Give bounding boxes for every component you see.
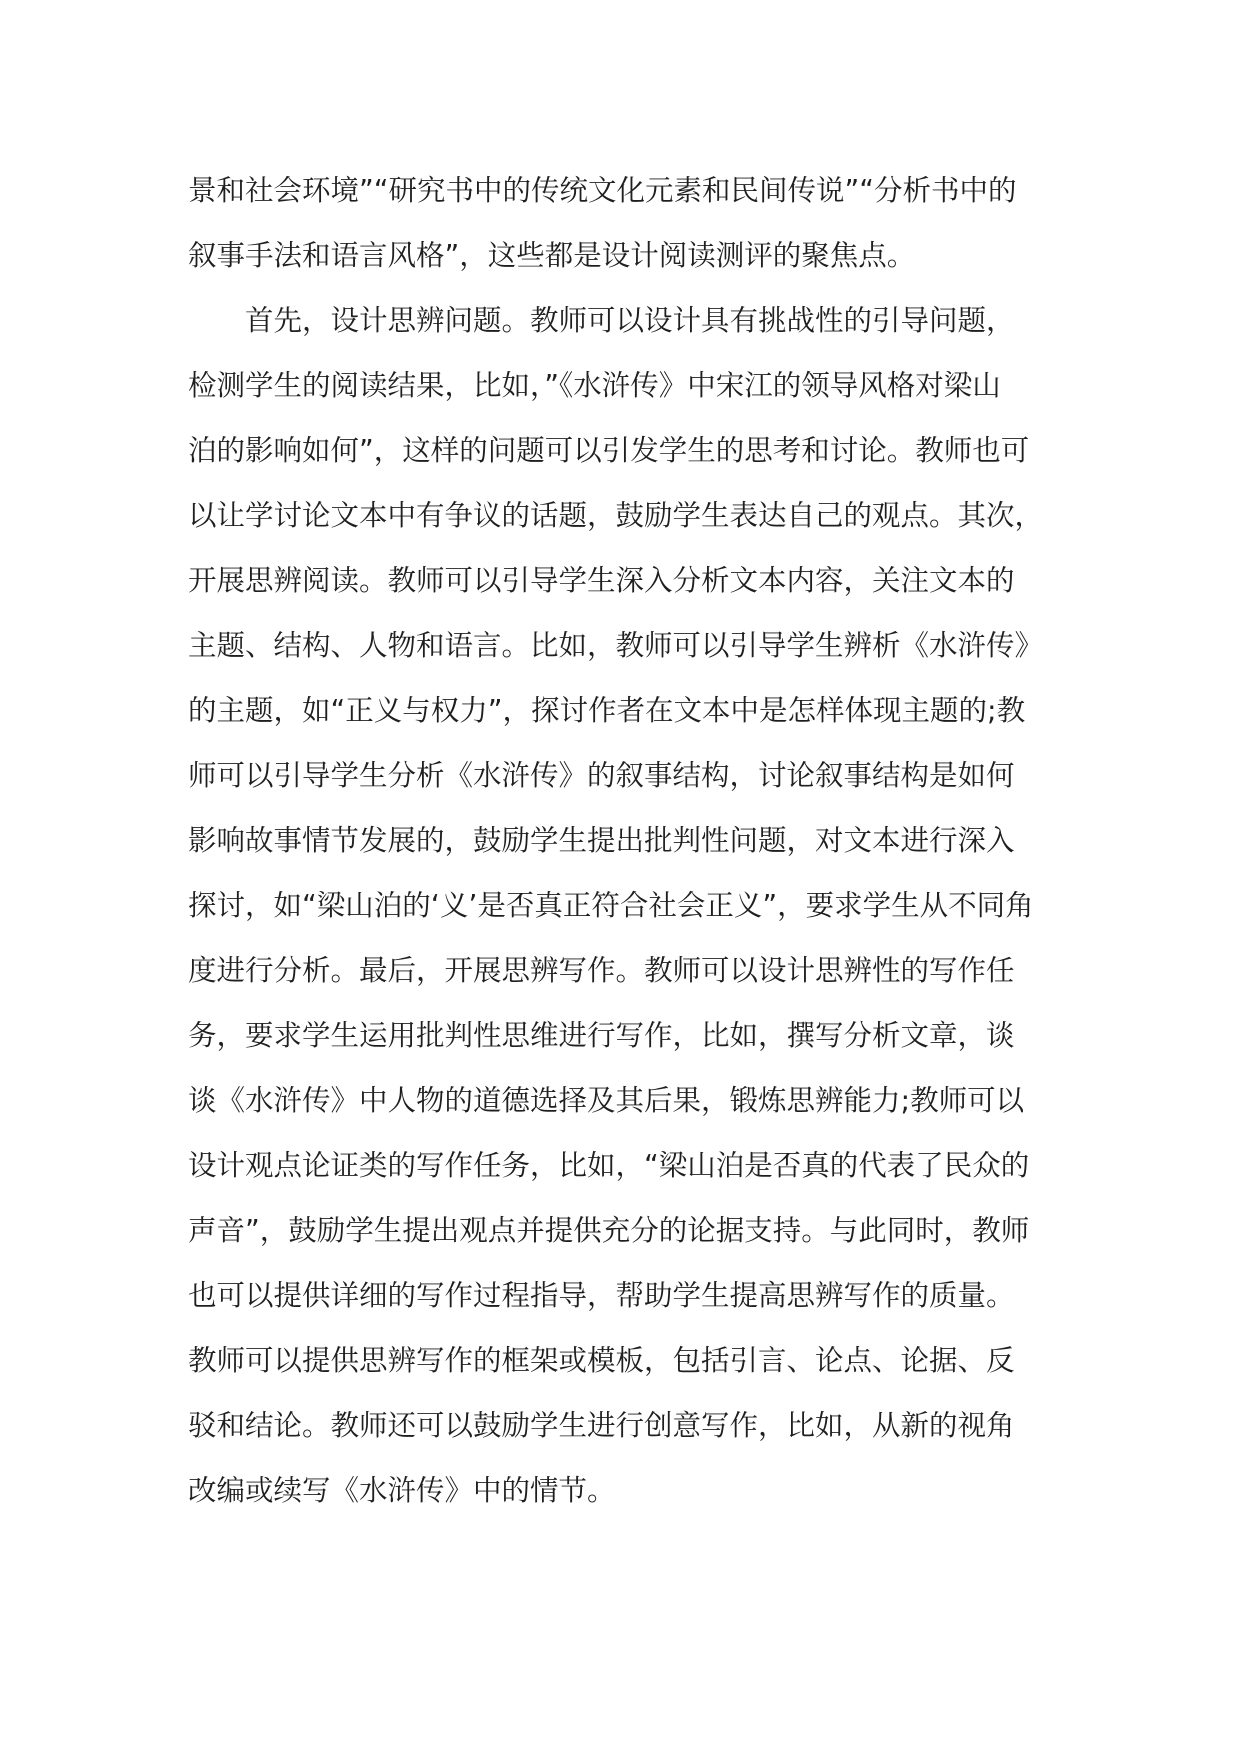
text-line: 泊的影响如何”，这样的问题可以引发学生的思考和讨论。教师也可 <box>188 434 1030 467</box>
text-line: 主题、结构、人物和语言。比如，教师可以引导学生辨析《水浒传》 <box>188 629 1044 662</box>
text-line: 开展思辨阅读。教师可以引导学生深入分析文本内容，关注文本的 <box>188 564 1015 597</box>
text-line: 改编或续写《水浒传》中的情节。 <box>188 1474 616 1507</box>
text-line: 也可以提供详细的写作过程指导，帮助学生提高思辨写作的质量。 <box>188 1279 1015 1312</box>
text-line: 谈《水浒传》中人物的道德选择及其后果，锻炼思辨能力;教师可以 <box>188 1084 1025 1117</box>
body-text <box>188 158 1068 1523</box>
text-line: 教师可以提供思辨写作的框架或模板，包括引言、论点、论据、反 <box>188 1344 1015 1377</box>
text-line: 师可以引导学生分析《水浒传》的叙事结构，讨论叙事结构是如何 <box>188 759 1015 792</box>
text-line: 的主题，如“正义与权力”，探讨作者在文本中是怎样体现主题的;教 <box>188 694 1026 727</box>
text-line: 设计观点论证类的写作任务，比如，“梁山泊是否真的代表了民众的 <box>188 1149 1030 1182</box>
text-line: 务，要求学生运用批判性思维进行写作，比如，撰写分析文章，谈 <box>188 1019 1015 1052</box>
text-line: 驳和结论。教师还可以鼓励学生进行创意写作，比如，从新的视角 <box>188 1409 1015 1442</box>
text-line: 首先，设计思辨问题。教师可以设计具有挑战性的引导问题， <box>188 304 1015 337</box>
text-line: 叙事手法和语言风格”，这些都是设计阅读测评的聚焦点。 <box>188 239 916 272</box>
text-line: 以让学讨论文本中有争议的话题，鼓励学生表达自己的观点。其次， <box>188 499 1044 532</box>
text-line: 景和社会环境”“研究书中的传统文化元素和民间传说”“分析书中的 <box>188 174 1017 207</box>
text-line: 检测学生的阅读结果，比如，”《水浒传》中宋江的领导风格对梁山 <box>188 369 1001 402</box>
text-line: 声音”，鼓励学生提出观点并提供充分的论据支持。与此同时，教师 <box>188 1214 1030 1247</box>
text-line: 度进行分析。最后，开展思辨写作。教师可以设计思辨性的写作任 <box>188 954 1015 987</box>
text-line: 影响故事情节发展的，鼓励学生提出批判性问题，对文本进行深入 <box>188 824 1015 857</box>
text-line: 探讨，如“梁山泊的‘义’是否真正符合社会正义”，要求学生从不同角 <box>188 889 1034 922</box>
